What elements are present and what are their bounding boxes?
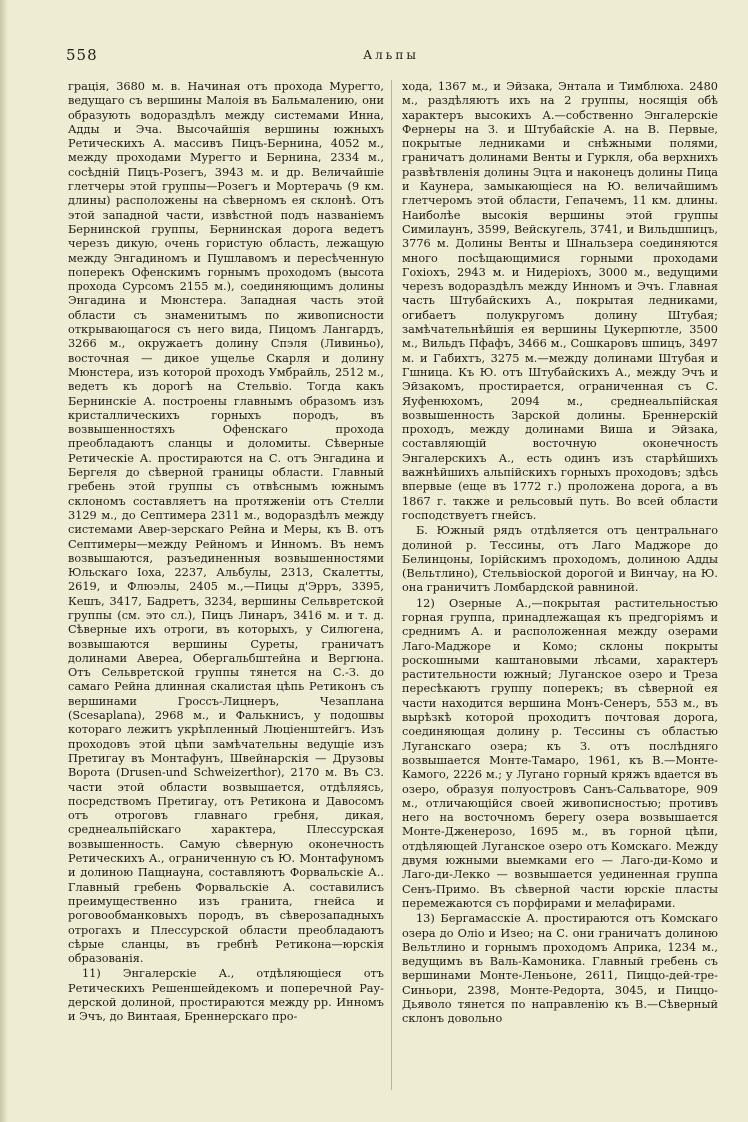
column-divider [391,80,392,1090]
page-edge-shadow [0,0,8,1122]
left-column [68,80,384,1098]
paragraph: грація, 3680 м. в. Начиная отъ прохода Мурегто, ведущаго съ вершины Малоія въ Бальмалению, они образують водораздѣлъ между системами Инна, Адды и Эча. Высочайшія вершины южныхъ Ретическихъ А. массивъ Пицъ-Бернина, 4052 м., между проходами Мурегто и Бернина, 2334 м., сосѣдній Пицъ-Розегъ, 3943 м. и др. Величайшіе глетчеры этой группы—Розегъ и Мортерачь (9 км. длины) расположены на сѣверномъ ея склонѣ. Отъ этой западной части, извѣстной подъ названіемъ Бернинской группы, Бернинская дорога ведетъ черезъ дикую, очень гористую область, лежащую между Энгадиномъ и Пушлавомъ и пересѣченную поперекъ Офенскимъ горнымъ проходомъ (высота прохода Сурсомъ 2155 м.), соединяющимъ долины Энгадина и Мюнстера. Западная часть этой области съ знаменитымъ по живописности открывающагося съ него вида, Пицомъ Лангардъ, 3266 м., окружаетъ долину Спэля (Ливиньо), восточная — дикое ущелье Скарля и долину Мюнстера, изъ которой проходъ Умбрайль, 2512 м., ведетъ къ дорогѣ на Стельвіо. Тогда какъ Бернинскіе А. построены главнымъ образомъ изъ кристаллическихъ горныхъ породъ, въ возвышенностяхъ Офенскаго прохода преобладаютъ сланцы и доломиты. Сѣверные Ретическіе А. простираются на С. отъ Энгадина и Бергеля до сѣверной границы области. Главный гребень этой группы съ отвѣснымъ южнымъ склономъ составляетъ на протяженіи отъ Стелли 3129 м., до Септимера 2311 м., водораздѣлъ между системами Авер-зерскаго Рейна и Меры, къ В. отъ Септимеры—между Рейномъ и Инномъ. Въ немъ возвышаются, разъединенныя возвышенностями Юльскаго Іоха, 2237, Альбулы, 2313, Скалетты, 2619, и Флюэлы, 2405 м.,—Пицы д'Эрръ, 3395, Кешъ, 3417, Бадретъ, 3234, вершины Сельвретской группы (см. это сл.), Пицъ Линаръ, 3416 м. и т. д. Сѣверные ихъ отроги, въ которыхъ, у Силюгена, возвышаются вершины Суреты, граничатъ долинами Авереа, Обергальбштейна и Вергюна. Отъ Сельвретской группы тянется на С.-З. до самаго Рейна длинная скалистая цѣпь Ретиконъ съ вершинами Гроссъ-Лицнеръ, Чезаплана (Scesaplana), 2968 м., и Фалькнисъ, у подошвы котораго лежитъ укрѣпленный Люціенштейгъ. Изъ проходовъ этой цѣпи замѣчательны ведущіе изъ Претигау въ Монтафунъ, Швейнарскія — Друзовы Ворота (Drusen-und Schweizerthor), 2170 м. Въ СЗ. части этой области возвышается, отдѣляясь, посредствомъ Претигау, отъ Ретикона и Давосомъ отъ отроговъ главнаго гребня, дикая, среднеальпійскаго характера, Плессурская возвышенность. Самую сѣверную оконечность Ретическихъ А., ограниченную съ Ю. Монтафуномъ и долиною Пащнауна, составляютъ Форвальскіе А.. Главный гребень Форвальскіе А. составилисъ преимущественно изъ гранита, гнейса и роговообманковыхъ породъ, въ сѣверозападныхъ отрогахъ и Плессурской области преобладаютъ сѣрые сланцы, въ гребнѣ Ретикона—юрскія образованія. [68,80,384,966]
running-title: Альпы [363,48,419,62]
paragraph: 13) Бергамасскіе А. простираются отъ Комскаго озера до Оліо и Изео; на С. они граничатъ долиною Вельтлино и горнымъ проходомъ Априка, 1234 м., ведущимъ въ Валь-Камоника. Главный гребень съ вершинами Монте-Леньоне, 2611, Пиццо-дей-тре-Синьори, 2398, Монте-Редорта, 3045, и Пиццо-Дьяволо тянется по направленію къ В.—Сѣверный склонъ довольно [402,912,718,1026]
page-header [66,46,716,68]
page-number: 558 [66,46,98,64]
paragraph: 11) Энгалерскіе А., отдѣляющіеся отъ Ретическихъ Решеншейдекомъ и поперечной Рау-дерской долиной, простираются между рр. Инномъ и Эчъ, до Винтаая, Бреннерскаго про- [68,967,384,1024]
paragraph: 12) Озерные А.,—покрытая растительностью горная группа, принадлежащая къ предгоріямъ и среднимъ А. и расположенная между озерами Лаго-Маджоре и Комо; склоны покрыты роскошными каштановыми лѣсами, характеръ растительности южный; Луганское озеро и Треза пересѣкаютъ группу поперекъ; въ сѣверной ея части находится вершина Монъ-Сенеръ, 553 м., въ вырѣзкѣ которой проходитъ почтовая дорога, соединяющая долину р. Тессины съ областью Луганскаго озера; къ З. отъ послѣдняго возвышается Монте-Тамаро, 1961, къ В.—Монте-Камого, 2226 м.; у Лугано горный кряжъ вдается въ озеро, образуя полуостровъ Санъ-Сальваторе, 909 м., отличающійся своей живописностью; противъ него на восточномъ берегу озера возвышается Монте-Дженерозо, 1695 м., въ горной цѣпи, отдѣляющей Луганское озеро отъ Комскаго. Между двумя южными выемками его — Лаго-ди-Комо и Лаго-ди-Лекко — возвышается уединенная группа Сенъ-Примо. Въ сѣверной части юрскіе пласты перемежаются съ порфирами и мелафирами. [402,596,718,910]
right-column [402,80,718,1098]
paragraph: Б. Южный рядъ отдѣляется отъ центральнаго долиной р. Тессины, отъ Лаго Маджоре до Белинцоны, Іорійскимъ проходомъ, долиною Адды (Вельтлино), Стельвіоской дорогой и Винчау, на Ю. она граничитъ Ломбардской равниной. [402,524,718,595]
paragraph: хода, 1367 м., и Эйзака, Энтала и Тимблюха. 2480 м., раздѣляютъ ихъ на 2 группы, носящія обѣ характеръ высокихъ А.—собственно Энгалерскіе Фернеры на З. и Штубайскіе А. на В. Первые, покрытые ледниками и снѣжными полями, граничатъ долинами Венты и Гуркля, оба верхнихъ развѣтвленія долины Эцта и наконецъ долины Пица и Каунера, замыкающіеся на Ю. величайшимъ глетчеромъ этой области, Гепачемъ, 11 км. длины. Наиболѣе высокія вершины этой группы Симилаунъ, 3599, Вейскугель, 3741, и Вильдшпицъ, 3776 м. Долины Венты и Шнальзера соединяются много посѣщающимися горными проходами Гохіохъ, 2943 м. и Нидеріохъ, 3000 м., ведущими черезъ водораздѣлъ между Инномъ и Эчъ. Главная часть Штубайскихъ А., покрытая ледниками, огибаетъ полукругомъ долину Штубая; замѣчательнѣйшія ея вершины Цукерпютле, 3500 м., Вильдъ Пфафъ, 3466 м., Сошкаровъ шпицъ, 3497 м. и Габихтъ, 3275 м.—между долинами Штубая и Гшница. Къ Ю. отъ Штубайскихъ А., между Эчъ и Эйзакомъ, простирается, ограниченная съ С. Яуфенюхомъ, 2094 м., среднеальпійская возвышенность Зарской долины. Бреннерскій проходъ, между долинами Виша и Эйзака, составляющій восточную оконечность Энгалерскихъ А., есть одинъ изъ старѣйшихъ важнѣйшихъ альпійскихъ горныхъ проходовъ; здѣсь впервые (еще въ 1772 г.) проложена дорога, а въ 1867 г. также и рельсовый путь. Во всей области господствуетъ гнейсъ. [402,80,718,522]
